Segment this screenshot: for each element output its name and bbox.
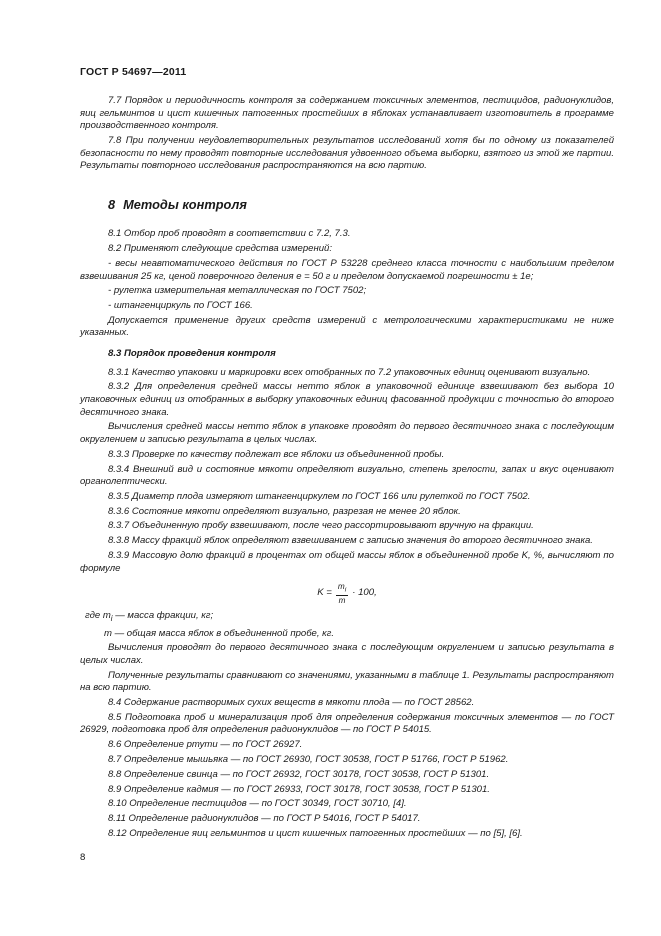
- paragraph-8-10: 8.10 Определение пестицидов — по ГОСТ 30349, ГОСТ 30710, [4].: [108, 798, 407, 810]
- paragraph-8-7: 8.7 Определение мышьяка — по ГОСТ 26930, ГОСТ 30538, ГОСТ Р 51766, ГОСТ Р 51962.: [108, 754, 509, 765]
- definition-mi: [80, 610, 614, 626]
- definition-mi-sub: i: [110, 614, 113, 624]
- paragraph-8-9: 8.9 Определение кадмия — по ГОСТ 26933, ГОСТ 30178, ГОСТ 30538, ГОСТ Р 51301.: [108, 783, 490, 795]
- paragraph-8-8: 8.8 Определение свинца — по ГОСТ 26932, ГОСТ 30178, ГОСТ 30538, ГОСТ Р 51301.: [108, 768, 490, 780]
- paragraph-8-3-8: 8.3.8 Массу фракций яблок определяют взвешиванием с записью значения до второго десятичного знака.: [108, 535, 593, 547]
- paragraph-8-12: 8.12 Определение яиц гельминтов и цист кишечных патогенных простейших — по [5], [6].: [108, 827, 523, 839]
- paragraph-8-6: 8.6 Определение ртути — по ГОСТ 26927.: [108, 739, 303, 751]
- paragraph-8-3-9: 8.3.9 Массовую долю фракций в процентах от общей массы яблок в объединенной пробе K, %, вычисляют по формуле: [80, 550, 614, 574]
- paragraph-8-3-6: 8.3.6 Состояние мякоти определяют визуально, разрезая не менее 20 яблок.: [108, 505, 461, 517]
- definition-m-text: — общая масса яблок в объединенной пробе, кг.: [114, 627, 335, 639]
- definition-mi-text: — масса фракции, кг;: [115, 610, 214, 622]
- paragraph-8-3-1: 8.3.1 Качество упаковки и маркировки всех отобранных по 7.2 упаковочных единиц оценивают визуально.: [108, 366, 591, 378]
- definition-m: [80, 628, 614, 641]
- paragraph-8-3-4: 8.3.4 Внешний вид и состояние мякоти определяют визуально, степень зрелости, запах и вкус оценивают органолептически.: [80, 463, 614, 488]
- page-number: 8: [80, 852, 86, 863]
- subsection-heading: 8.3 Порядок проведения контроля: [108, 348, 276, 360]
- formula-numerator: [336, 582, 348, 596]
- list-item-scales: - весы неавтоматического действия по ГОСТ Р 53228 среднего класса точности с наибольшим пределом взвешивания 25 кг, ценой поверочного деления е = 50 г и пределом допускаемой погрешности ± 1е;: [80, 257, 614, 282]
- paragraph-8-4: 8.4 Содержание растворимых сухих веществ в мякоти плода — по ГОСТ 28562.: [108, 697, 475, 709]
- formula: [80, 582, 614, 604]
- paragraph-8-3-2: 8.3.2 Для определения средней массы нетто яблок в упаковочной единице взвешивают без выбора 10 упаковочных единиц из отобранных в выборку упаковочных единиц фасованной продукции с точностью до второго десятичного знака.: [80, 381, 614, 418]
- section-title: Методы контроля: [123, 196, 247, 212]
- formula-numerator-var: m: [337, 582, 345, 592]
- section-heading: [108, 196, 614, 212]
- paragraph-comparison: Полученные результаты сравнивают со значениями, указанными в таблице 1. Результаты распространяют на всю партию.: [80, 669, 614, 694]
- list-item-tape-measure: - рулетка измерительная металлическая по ГОСТ 7502;: [108, 285, 367, 297]
- paragraph-8-5: 8.5 Подготовка проб и минерализация проб для определения содержания токсичных элементов — по ГОСТ 26929, подготовка проб для определения радионуклидов — по ГОСТ Р 54015.: [80, 711, 614, 736]
- paragraph-net-mass-calc: Вычисления средней массы нетто яблок в упаковке проводят до первого десятичного знака с последующим округлением и записью результата в целых числах.: [80, 421, 614, 445]
- formula-denominator: m: [338, 595, 346, 605]
- paragraph-8-3-3: 8.3.3 Проверке по качеству подлежат все яблоки из объединенной пробы.: [108, 448, 445, 460]
- paragraph-8-3-5: 8.3.5 Диаметр плода измеряют штангенциркулем по ГОСТ 166 или рулеткой по ГОСТ 7502.: [108, 490, 531, 502]
- formula-numerator-sub: i: [344, 586, 347, 594]
- paragraph-8-2: 8.2 Применяют следующие средства измерений:: [108, 243, 332, 255]
- definition-m-var: m: [104, 627, 112, 639]
- where-word: где: [85, 610, 101, 622]
- definition-mi-var: m: [102, 610, 111, 622]
- document-body: [80, 95, 614, 843]
- paragraph-8-11: 8.11 Определение радионуклидов — по ГОСТ Р 54016, ГОСТ Р 54017.: [108, 813, 421, 825]
- paragraph-7-8: 7.8 При получении неудовлетворительных результатов исследований хотя бы по одному из показателей безопасности по нему проводят повторные исследования удвоенного объема выборки, взятого из этой же партии. Результаты повторного исследования распространяются на всю партию.: [80, 134, 614, 172]
- paragraph-8-1: 8.1 Отбор проб проводят в соответствии с 7.2, 7.3.: [108, 228, 351, 240]
- document-header: ГОСТ Р 54697—2011: [80, 66, 187, 78]
- section-number: 8: [108, 196, 116, 212]
- formula-fraction: [336, 582, 348, 605]
- formula-rhs: · 100,: [352, 587, 377, 599]
- formula-definitions: [80, 610, 614, 640]
- paragraph-alternatives: Допускается применение других средств измерений с метрологическими характеристиками не ниже указанных.: [80, 314, 614, 339]
- paragraph-7-7: 7.7 Порядок и периодичность контроля за содержанием токсичных элементов, пестицидов, радионуклидов, яиц гельминтов и цист кишечных патогенных простейших в яблоках устанавливает изготовитель в программе производственного контроля.: [80, 95, 614, 132]
- formula-lhs: K =: [317, 587, 332, 599]
- list-item-caliper: - штангенциркуль по ГОСТ 166.: [108, 300, 253, 312]
- paragraph-8-3-7: 8.3.7 Объединенную пробу взвешивают, после чего рассортировывают вручную на фракции.: [108, 520, 534, 532]
- formula-expression: [317, 582, 377, 605]
- paragraph-rounding: Вычисления проводят до первого десятичного знака с последующим округлением и записью результата в целых числах.: [80, 642, 614, 666]
